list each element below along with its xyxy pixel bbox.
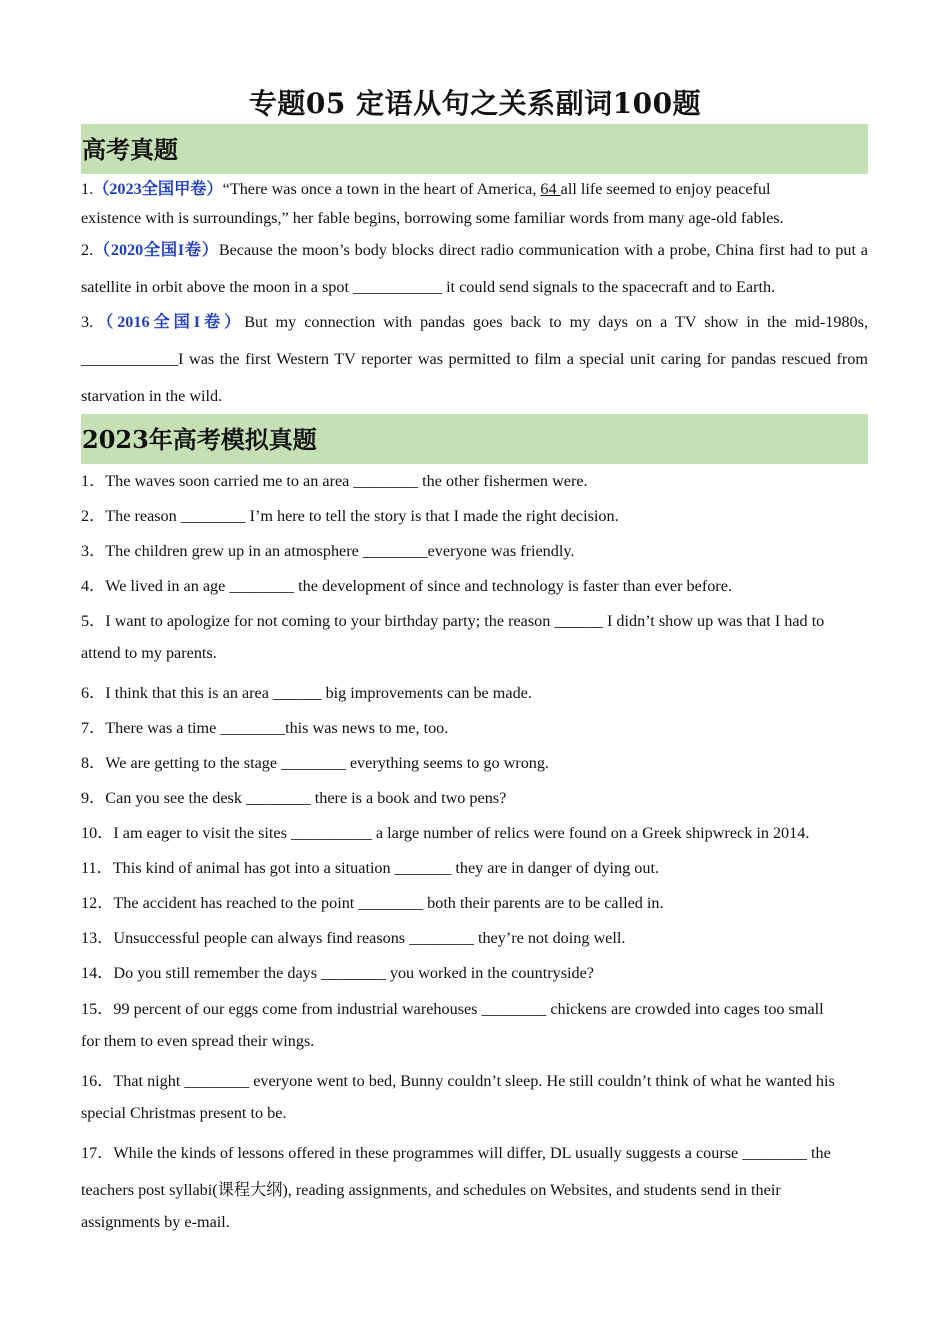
section-heading-gaokao: 高考真题 bbox=[81, 124, 868, 174]
list-item-continued: assignments by e-mail. bbox=[81, 1213, 230, 1231]
list-item-continued: teachers post syllabi(课程大纲), reading assignments, and schedules on Websites, and students send in their bbox=[81, 1181, 781, 1199]
question-number: 1. bbox=[81, 180, 94, 198]
question-number: 2. bbox=[81, 241, 94, 259]
list-item: 3．The children grew up in an atmosphere ________everyone was friendly. bbox=[81, 542, 575, 560]
list-item: 8．We are getting to the stage ________ everything seems to go wrong. bbox=[81, 754, 550, 772]
answer-blank: 64 bbox=[540, 180, 561, 198]
question-text: Because the moon’s body blocks direct radio communication with a probe, China first had to put a satellite in orbit above the moon in a spot ___________ it could send signals to the spacecraft and to Earth. bbox=[81, 241, 868, 296]
question-source: （2020全国I卷） bbox=[93, 241, 219, 259]
list-item: 15．99 percent of our eggs come from industrial warehouses ________ chickens are crowded into cages too small bbox=[81, 1000, 824, 1018]
page-title: 专题05 定语从句之关系副词100题 bbox=[248, 87, 702, 120]
list-item: 7．There was a time ________this was news to me, too. bbox=[81, 719, 449, 737]
list-item: 16．That night ________ everyone went to bed, Bunny couldn’t sleep. He still couldn’t think of what he wanted his bbox=[81, 1072, 835, 1090]
question-text: all life seemed to enjoy peaceful bbox=[560, 180, 771, 198]
question-source: （2023全国甲卷） bbox=[93, 180, 223, 198]
list-item: 2．The reason ________ I’m here to tell the story is that I made the right decision. bbox=[81, 507, 619, 525]
list-item: 6．I think that this is an area ______ big improvements can be made. bbox=[81, 684, 532, 702]
list-item: 9．Can you see the desk ________ there is a book and two pens? bbox=[81, 789, 507, 807]
list-item: 1．The waves soon carried me to an area ________ the other fishermen were. bbox=[81, 472, 588, 490]
list-item-continued: for them to even spread their wings. bbox=[81, 1032, 315, 1050]
list-item: 12．The accident has reached to the point ________ both their parents are to be called in. bbox=[81, 894, 664, 912]
list-item: 11．This kind of animal has got into a situation _______ they are in danger of dying out. bbox=[81, 859, 660, 877]
list-item: 10．I am eager to visit the sites __________ a large number of relics were found on a Greek shipwreck in 2014. bbox=[81, 824, 810, 842]
question-2 bbox=[81, 232, 868, 306]
list-item: 13．Unsuccessful people can always find reasons ________ they’re not doing well. bbox=[81, 929, 626, 947]
question-text-continued: existence with is surroundings,” her fable begins, borrowing some familiar words from many age-old fables. bbox=[81, 209, 784, 227]
question-text: “There was once a town in the heart of America, bbox=[222, 180, 541, 198]
section-heading-mock: 2023年高考模拟真题 bbox=[81, 414, 868, 464]
question-1 bbox=[81, 175, 868, 233]
list-item: 14．Do you still remember the days ________ you worked in the countryside? bbox=[81, 964, 594, 982]
question-source: （2016全国I卷） bbox=[93, 313, 245, 331]
list-item: 17．While the kinds of lessons offered in these programmes will differ, DL usually suggests a course ________ the bbox=[81, 1144, 831, 1162]
list-item-continued: special Christmas present to be. bbox=[81, 1104, 287, 1122]
list-item-continued: attend to my parents. bbox=[81, 644, 217, 662]
list-item: 5．I want to apologize for not coming to your birthday party; the reason ______ I didn’t show up was that I had to bbox=[81, 612, 825, 630]
question-text: But my connection with pandas goes back to my days on a TV show in the mid-1980s, ____________I was the first Western TV reporter was permitted to film a special unit caring for pandas rescued from starvation in the wild. bbox=[81, 313, 868, 405]
question-3 bbox=[81, 304, 868, 415]
list-item: 4．We lived in an age ________ the development of since and technology is faster than ever before. bbox=[81, 577, 732, 595]
question-number: 3. bbox=[81, 313, 94, 331]
